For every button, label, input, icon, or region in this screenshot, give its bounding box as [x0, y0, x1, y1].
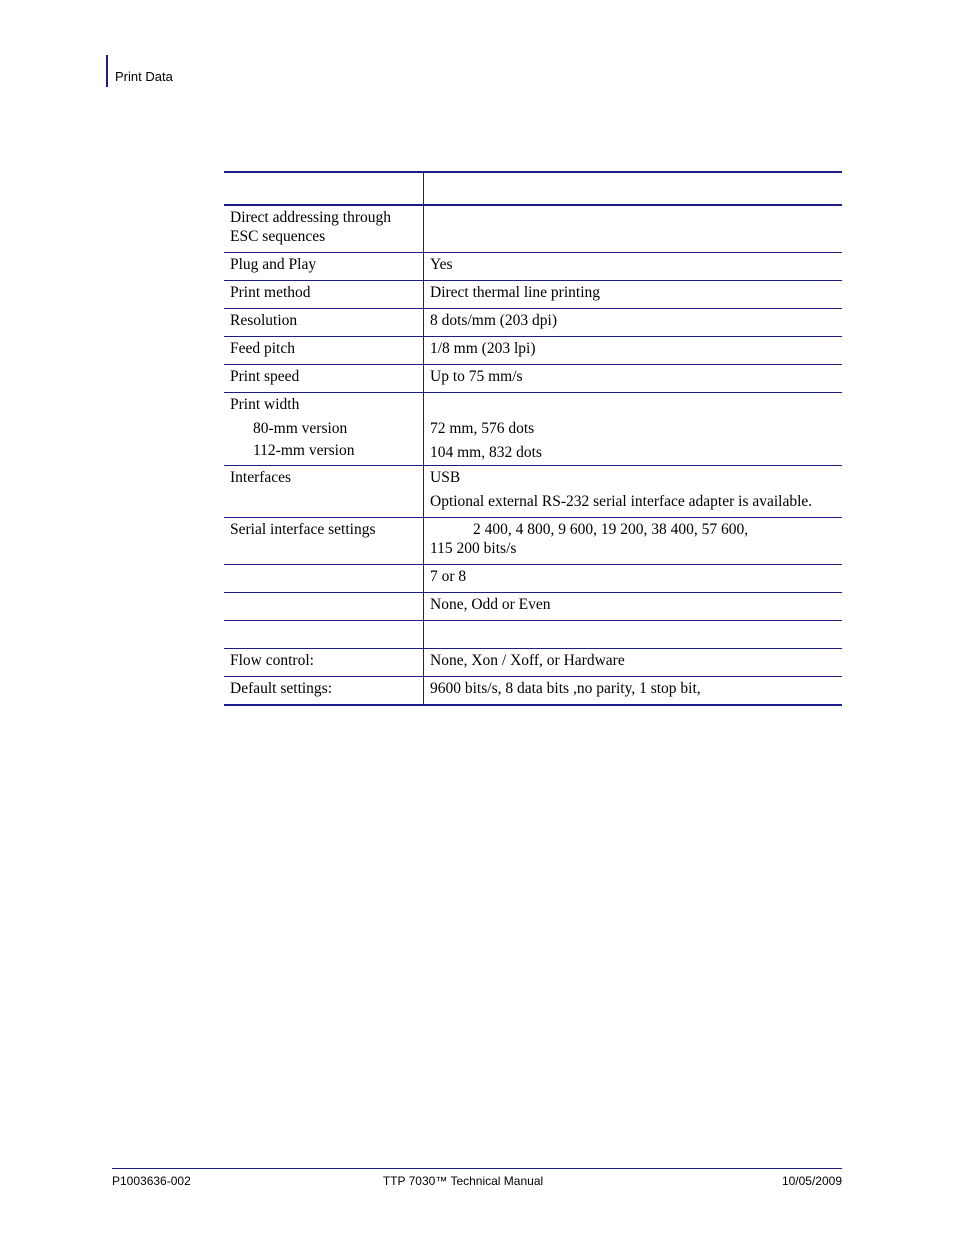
- row-label: Serial interface settings: [224, 518, 424, 565]
- header-cell-2: [424, 172, 843, 205]
- interfaces-value-usb: USB: [430, 469, 461, 486]
- row-label: Interfaces: [224, 466, 424, 518]
- row-value: [424, 205, 843, 253]
- row-label: Feed pitch: [224, 337, 424, 365]
- header-cell-1: [224, 172, 424, 205]
- table-row: [224, 253, 842, 281]
- row-label: Default settings:: [224, 677, 424, 706]
- table-row: [224, 337, 842, 365]
- table-row: [224, 593, 842, 621]
- row-label: [224, 565, 424, 593]
- row-value: [424, 466, 843, 518]
- row-value: Yes: [424, 253, 843, 281]
- row-value: 8 dots/mm (203 dpi): [424, 309, 843, 337]
- print-width-value-112mm: 104 mm, 832 dots: [430, 444, 542, 461]
- row-value: [424, 621, 843, 649]
- print-width-label: Print width: [230, 396, 300, 413]
- table-row: [224, 649, 842, 677]
- serial-rates-line-2: 115 200 bits/s: [430, 540, 517, 557]
- row-value: Direct thermal line printing: [424, 281, 843, 309]
- row-value: [424, 393, 843, 466]
- specifications-table: [224, 171, 842, 706]
- row-label: [224, 593, 424, 621]
- running-header: Print Data: [115, 69, 173, 84]
- table-row: [224, 466, 842, 518]
- row-value: 9600 bits/s, 8 data bits ,no parity, 1 stop bit,: [424, 677, 843, 706]
- row-value: 1/8 mm (203 lpi): [424, 337, 843, 365]
- table-row: [224, 309, 842, 337]
- row-label: Resolution: [224, 309, 424, 337]
- table-row: [224, 621, 842, 649]
- table-header-row: [224, 172, 842, 205]
- footer-doc-number: P1003636-002: [112, 1174, 191, 1188]
- footer-date: 10/05/2009: [781, 1174, 842, 1188]
- table-row: [224, 565, 842, 593]
- row-label: Plug and Play: [224, 253, 424, 281]
- table-row: [224, 677, 842, 706]
- row-label: Direct addressing through ESC sequences: [224, 205, 424, 253]
- row-value: None, Xon / Xoff, or Hardware: [424, 649, 843, 677]
- print-width-sub-80mm: 80-mm version: [253, 420, 348, 437]
- row-value: [424, 518, 843, 565]
- row-label: Flow control:: [224, 649, 424, 677]
- row-value: Up to 75 mm/s: [424, 365, 843, 393]
- table-row: [224, 281, 842, 309]
- footer-title: TTP 7030™ Technical Manual: [382, 1174, 544, 1188]
- serial-rates-line-1: 2 400, 4 800, 9 600, 19 200, 38 400, 57 600,: [473, 521, 749, 538]
- row-label: [224, 393, 424, 466]
- table-row: [224, 393, 842, 466]
- table-row: [224, 205, 842, 253]
- print-width-sub-112mm: 112-mm version: [253, 442, 355, 459]
- table-row: [224, 518, 842, 565]
- row-value: 7 or 8: [424, 565, 843, 593]
- header-rule: [106, 55, 108, 87]
- row-label: Print method: [224, 281, 424, 309]
- footer-rule: [112, 1168, 842, 1169]
- row-value: None, Odd or Even: [424, 593, 843, 621]
- interfaces-value-rs232: Optional external RS-232 serial interface adapter is available.: [430, 493, 813, 510]
- row-label: [224, 621, 424, 649]
- print-width-value-80mm: 72 mm, 576 dots: [430, 420, 535, 437]
- row-label: Print speed: [224, 365, 424, 393]
- table-row: [224, 365, 842, 393]
